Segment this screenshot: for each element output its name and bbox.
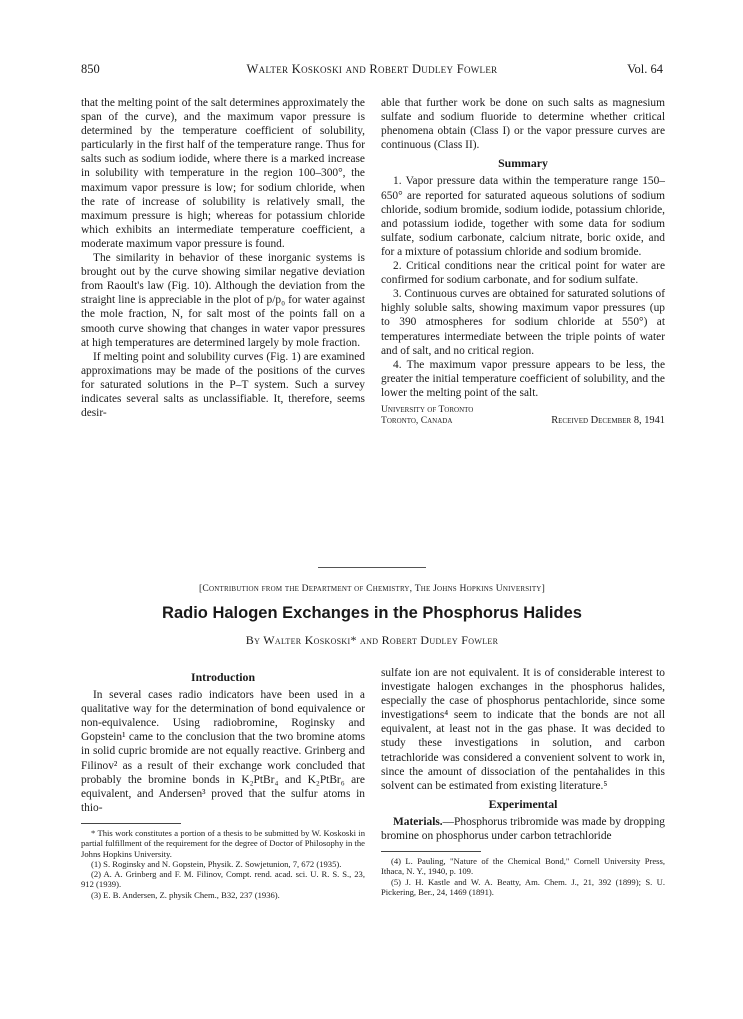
- article-title: Radio Halogen Exchanges in the Phosphorus Halides: [162, 604, 582, 622]
- footnote: (2) A. A. Grinberg and F. M. Filinov, Compt. rend. acad. sci. U. R. S. S., 23, 912 (1939).: [81, 869, 365, 890]
- footnote-rule: [381, 851, 481, 852]
- summary-item: 4. The maximum vapor pressure appears to be less, the greater the initial temperature coefficient of solubility, and the lower the melting point of the salt.: [381, 358, 665, 399]
- paragraph: In several cases radio indicators have been used in a qualitative way for the determination of bond equivalence or non-equivalence. Using radiobromine, Roginsky and Gopstein¹ came to the conclusion that the two bromine atoms in solid cupric bromide are not equally reactive. Grinberg and Filinov² as a result of their exchange work concluded that probably the bromine bonds in K₂PtBr₄ and K₂PtBr₆ are equivalent, and Andersen³ proved that the sulfur atoms in thio-: [81, 689, 365, 814]
- footnote: (4) L. Pauling, "Nature of the Chemical Bond," Cornell University Press, Ithaca, N. Y., 1940, p. 109.: [381, 856, 665, 877]
- summary-item: 2. Critical conditions near the critical point for water are confirmed for sodium carbonate, and for sodium sulfate.: [381, 260, 665, 287]
- summary-item: 1. Vapor pressure data within the temperature range 150–650° are reported for saturated aqueous solutions of sodium chloride, sodium bromide, sodium iodide, potassium chloride, and potassium iodide, together with some data for sodium sulfate, sodium carbonate, calcium nitrate, boric oxide, and for a mixture of potassium chloride and sodium bromide.: [381, 175, 665, 258]
- affiliation-block: [381, 404, 665, 428]
- summary-list: [381, 174, 665, 400]
- article-left-column: [81, 666, 365, 900]
- materials-text: —Phosphorus tribromide was made by dropping bromine on phosphorus under carbon tetrachloride: [381, 815, 665, 843]
- previous-article-left-column: [81, 96, 365, 420]
- footnote-rule: [81, 823, 181, 824]
- paragraph: that the melting point of the salt determines approximately the span of the curve), and the maximum vapor pressure is determined by the temperature coefficient of solubility, particularly in the first half of the temperature range. Thus for salts such as sodium iodide, where there is a marked increase in solubility with temperature in the region 100–300°, the maximum vapor pressure is low; for sodium chloride, when the rate of increase of solubility is relatively small, the maximum pressure is high; whereas for potassium chloride which exhibits an intermediate temperature coefficient, a moderate maximum vapor pressure is found.: [81, 97, 365, 250]
- footnote: (3) E. B. Andersen, Z. physik Chem., B32, 237 (1936).: [91, 889, 280, 900]
- summary-item: 3. Continuous curves are obtained for saturated solutions of highly soluble salts, showing maximum vapor pressures (up to 390 atmospheres for sodium chloride at 550°) at temperatures intermediate between the triple points of water and of salt, and no critical region.: [381, 288, 665, 357]
- paragraph: able that further work be done on such salts as magnesium sulfate and sodium fluoride to determine whether critical phenomena obtain (Class I) or the vapor pressure curves are continuous (Class II).: [381, 97, 665, 152]
- volume-label: Vol. 64: [627, 62, 663, 76]
- materials-paragraph: [381, 815, 665, 843]
- contribution-line: [Contribution from the Department of Chemistry, The Johns Hopkins University]: [199, 583, 545, 594]
- footnote: * This work constitutes a portion of a thesis to be submitted by W. Koskoski in partial fulfillment of the requirement for the degree of Doctor of Philosophy in the Johns Hopkins University.: [81, 827, 365, 859]
- footnotes: [381, 856, 665, 897]
- paragraph: If melting point and solubility curves (Fig. 1) are examined approximations may be made of the positions of the curves for saturated solutions in the P–T system. Such a survey indicates several salts as unclassifiable. It, therefore, seems desir-: [81, 350, 365, 420]
- experimental-heading: Experimental: [488, 796, 558, 811]
- affiliation-university: University of Toronto: [381, 403, 474, 415]
- summary-heading: Summary: [498, 156, 548, 171]
- paragraph: The similarity in behavior of these inorganic systems is brought out by the curve showing similar negative deviation from Raoult's law (Fig. 10). Although the deviation from the straight line is appreciable in the plot of p/p₀ for water against the mole fraction, N, for salt most of the points fall on a smooth curve showing that changes in water vapor pressures at high temperatures are determined largely by mole fraction.: [81, 252, 365, 349]
- footnotes: [81, 828, 365, 900]
- paragraph: sulfate ion are not equivalent. It is of considerable interest to investigate halogen exchanges in the phosphorus halides, especially the case of phosphorus pentachloride, since some investigations⁴ seem to indicate that the bonds are not all equivalent, at least not in the gas phase. It was decided to study these investigations in solution, and carbon tetrachloride was considered a convenient solvent to work in, since the amount of dissociation of the pentahalides in this solvent can be estimated from existing literature.⁵: [381, 667, 665, 792]
- footnote: (5) J. H. Kastle and W. A. Beatty, Am. Chem. J., 21, 392 (1899); S. U. Pickering, Ber., 24, 1469 (1891).: [381, 876, 665, 898]
- article-divider: [318, 567, 426, 568]
- materials-lead: Materials.: [393, 815, 443, 828]
- running-head: Walter Koskoski and Robert Dudley Fowler: [246, 62, 498, 76]
- footnote: (1) S. Roginsky and N. Gopstein, Physik. Z. Sowjetunion, 7, 672 (1935).: [91, 858, 342, 869]
- running-header: [81, 62, 663, 78]
- previous-article-right-column: [381, 96, 665, 428]
- byline: By Walter Koskoski* and Robert Dudley Fowler: [245, 633, 499, 647]
- received-date: Received December 8, 1941: [551, 414, 665, 426]
- page-number: 850: [81, 62, 100, 76]
- introduction-heading: Introduction: [190, 670, 256, 684]
- affiliation-city: Toronto, Canada: [381, 414, 453, 426]
- article-right-column: [381, 666, 665, 897]
